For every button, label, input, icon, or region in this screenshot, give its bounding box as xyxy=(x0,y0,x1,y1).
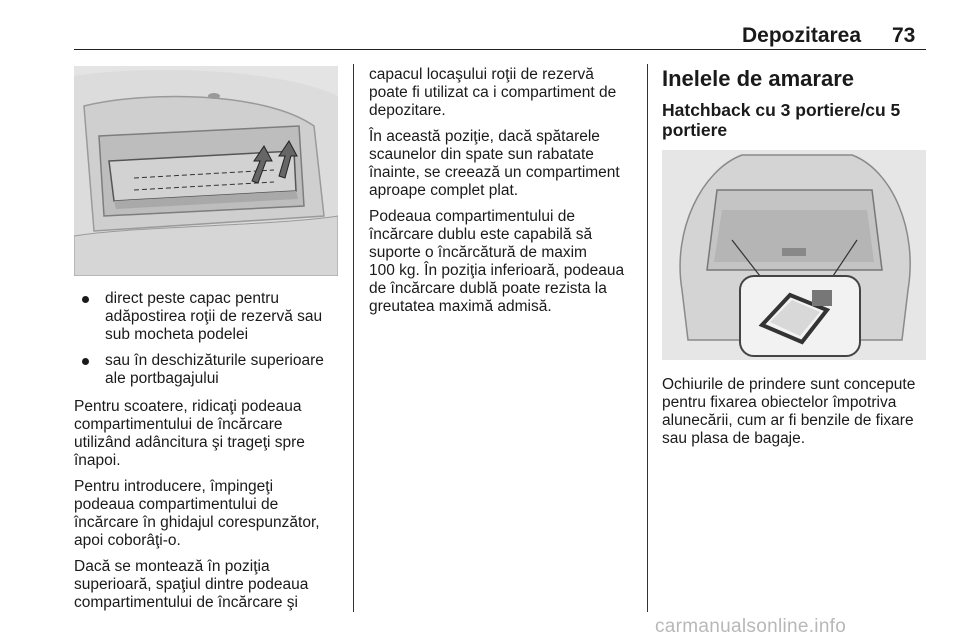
text-line: 100 kg. În poziţia inferioară, podeaua xyxy=(369,262,625,279)
text-line: podeaua compartimentului de xyxy=(74,496,279,513)
text-line: direct peste capac pentru xyxy=(105,290,280,307)
text-line: aproape complet plat. xyxy=(369,182,519,199)
text-line: Pentru scoatere, ridicaţi podeaua xyxy=(74,398,302,415)
text-line: capacul locaşului roţii de rezervă xyxy=(369,66,594,83)
paragraph xyxy=(662,376,932,448)
column-divider xyxy=(353,64,354,612)
lashing-eye-illustration xyxy=(662,150,926,360)
text-line: sub mocheta podelei xyxy=(105,326,249,343)
text-line: suporte o încărcătură de maxim xyxy=(369,244,587,261)
paragraph xyxy=(369,208,639,316)
column-3 xyxy=(662,66,932,140)
text-line: ale portbagajului xyxy=(105,370,219,387)
list-item xyxy=(74,290,344,344)
text-line: greutatea maximă admisă. xyxy=(369,298,552,315)
header-rule xyxy=(74,49,926,50)
list-item xyxy=(74,352,344,388)
watermark-text: carmanualsonline.info xyxy=(655,616,847,637)
page-number: 73 xyxy=(892,24,916,47)
text-line: compartimentului de încărcare şi xyxy=(74,594,298,611)
text-line: utilizând adâncitura şi trageţi spre xyxy=(74,434,305,451)
bullet-icon xyxy=(82,358,89,365)
load-floor-illustration xyxy=(74,66,338,276)
load-floor-figure xyxy=(74,66,338,276)
section-title: Depozitarea xyxy=(742,24,862,47)
column-divider xyxy=(647,64,648,612)
text-line: poate fi utilizat ca i compartiment de xyxy=(369,84,617,101)
column-1 xyxy=(74,290,344,620)
text-line: În această poziţie, dacă spătarele xyxy=(369,128,600,145)
text-line: Ochiurile de prindere sunt concepute xyxy=(662,376,916,393)
paragraph xyxy=(369,128,639,200)
text-line: de încărcare dublă poate rezista la xyxy=(369,280,607,297)
column-3-body xyxy=(662,376,932,456)
text-line: superioară, spaţiul dintre podeaua xyxy=(74,576,309,593)
lashing-eye-figure xyxy=(662,150,926,360)
text-line: alunecării, cum ar fi benzile de fixare xyxy=(662,412,914,429)
text-line: Podeaua compartimentului de xyxy=(369,208,575,225)
subsection-heading xyxy=(662,100,932,140)
section-heading: Inelele de amarare xyxy=(662,66,855,91)
text-line: adăpostirea roţii de rezervă sau xyxy=(105,308,323,325)
text-line: depozitare. xyxy=(369,102,446,119)
text-line: încărcare dublu este capabilă să xyxy=(369,226,593,243)
text-line: pentru fixarea obiectelor împotriva xyxy=(662,394,897,411)
text-line: scaunelor din spate sun rabatate xyxy=(369,146,594,163)
text-line: sau în deschizăturile superioare xyxy=(105,352,324,369)
text-line: sau plasa de bagaje. xyxy=(662,430,806,447)
text-line: Pentru introducere, împingeţi xyxy=(74,478,274,495)
text-line: Hatchback cu 3 portiere/cu 5 xyxy=(662,100,901,120)
column-2 xyxy=(369,66,639,324)
text-line: înainte, se creează un compartiment xyxy=(369,164,620,181)
text-line: Dacă se montează în poziţia xyxy=(74,558,270,575)
bullet-icon xyxy=(82,296,89,303)
paragraph xyxy=(74,558,344,612)
text-line: compartimentului de încărcare xyxy=(74,416,283,433)
text-line: portiere xyxy=(662,120,728,140)
text-line: încărcare în ghidajul corespunzător, xyxy=(74,514,320,531)
paragraph xyxy=(369,66,639,120)
paragraph xyxy=(74,398,344,470)
paragraph xyxy=(74,478,344,550)
text-line: înapoi. xyxy=(74,452,121,469)
bullet-list xyxy=(74,290,344,388)
text-line: apoi coborâţi-o. xyxy=(74,532,181,549)
